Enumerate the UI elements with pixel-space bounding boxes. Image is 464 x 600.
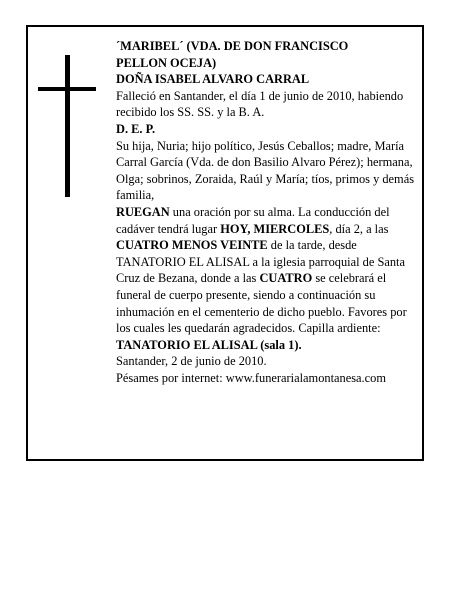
prayer-request: una oración por su alma. La conducción del cadáver tendrá lugar xyxy=(116,204,390,236)
rip-abbreviation: D. E. P. xyxy=(116,121,156,136)
service-time: CUATRO MENOS VEINTE xyxy=(116,238,268,253)
procession-details: de la tarde, desde TANATORIO EL ALISAL a la iglesia parroquial de Santa Cruz de Bezana, donde a las xyxy=(116,238,405,286)
ruegan-word: RUEGAN xyxy=(116,204,170,219)
cross-vertical-bar xyxy=(65,55,70,197)
latin-cross-icon xyxy=(38,55,96,197)
nickname-line-1: ´MARIBEL´ (VDA. DE DON FRANCISCO xyxy=(116,39,349,53)
death-statement: Falleció en Santander, el día 1 de junio de 2010, habiendo recibido los SS. SS. y la B. A. xyxy=(116,88,404,120)
family-list: Su hija, Nuria; hijo político, Jesús Ceballos; madre, María Carral García (Vda. de don Basilio Alvaro Pérez); hermana, Olga; sobrinos, Zoraida, Raúl y María; tíos, primos y demás familia, xyxy=(116,138,415,203)
notice-text-block xyxy=(116,38,419,386)
nickname-line-2: PELLON OCEJA) xyxy=(116,55,217,70)
condolences-website: Pésames por internet: www.funerarialamontanesa.com xyxy=(116,370,386,385)
chapel-location: TANATORIO EL ALISAL (sala 1). xyxy=(116,337,302,352)
deceased-name: DOÑA ISABEL ALVARO CARRAL xyxy=(116,72,310,87)
funeral-details: se celebrará el funeral de cuerpo presente, siendo a continuación su inhumación en el cementerio de dicho pueblo. Favores por los cuales les quedarán agradecidos. Capilla ardiente: xyxy=(116,271,407,336)
obituary-notice xyxy=(26,25,424,461)
notice-date: Santander, 2 de junio de 2010. xyxy=(116,354,267,369)
service-day: HOY, MIERCOLES xyxy=(220,221,330,236)
service-date: , día 2, a las xyxy=(329,221,389,236)
service-details xyxy=(116,204,419,353)
funeral-time: CUATRO xyxy=(259,271,313,286)
cross-horizontal-bar xyxy=(38,87,96,91)
